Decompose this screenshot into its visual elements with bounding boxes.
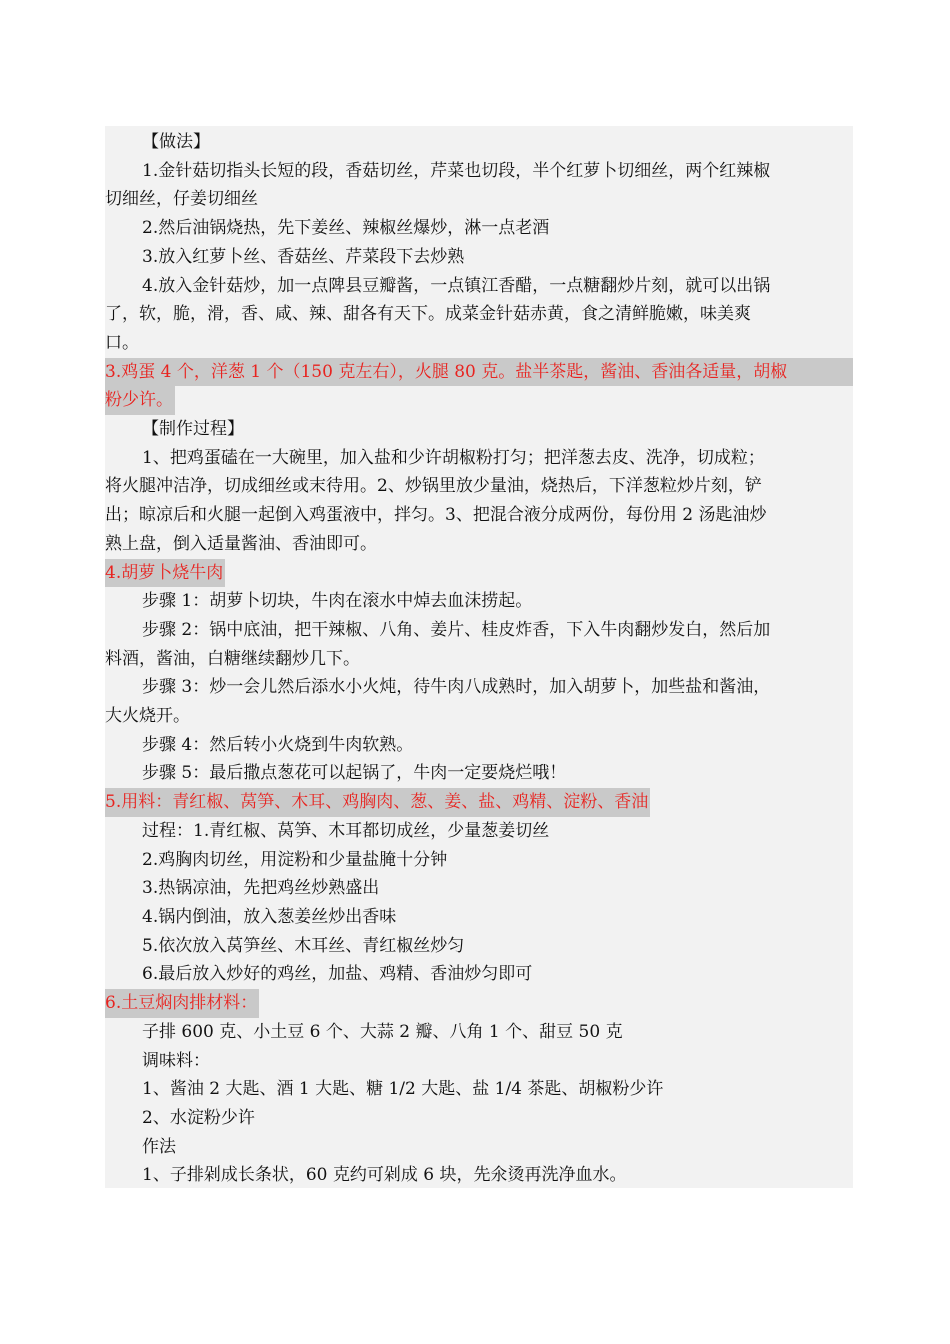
recipe-6-method-1: 1、子排剁成长条状，60 克约可剁成 6 块，先氽烫再洗净血水。: [142, 1165, 627, 1186]
recipe-3-text: 1、把鸡蛋磕在一大碗里，加入盐和少许胡椒粉打匀；把洋葱去皮、洗净，切成粒；: [142, 447, 765, 468]
recipe-3-text-3: 出；晾凉后和火腿一起倒入鸡蛋液中，拌匀。3、把混合液分成两份，每份用 2 汤匙油炒: [105, 505, 767, 526]
recipe-4-title: 4.胡萝卜烧牛肉: [105, 559, 225, 588]
recipe-6-seasoning-heading: 调味料：: [142, 1050, 210, 1071]
recipe-5-step-6: 6.最后放入炒好的鸡丝，加盐、鸡精、香油炒匀即可: [142, 964, 533, 985]
recipe-4-step-5: 步骤 5：最后撒点葱花可以起锅了，牛肉一定要烧烂哦！: [142, 763, 567, 784]
method-step-2: 2.然后油锅烧热，先下姜丝、辣椒丝爆炒，淋一点老酒: [142, 218, 550, 239]
recipe-6-seasoning-1: 1、酱油 2 大匙、酒 1 大匙、糖 1/2 大匙、盐 1/4 茶匙、胡椒粉少许: [142, 1079, 664, 1100]
recipe-6-seasoning-2: 2、水淀粉少许: [142, 1107, 255, 1128]
recipe-3-title-cont: 粉少许。: [105, 386, 175, 415]
method-heading: 【做法】: [142, 132, 210, 152]
recipe-4-step-4: 步骤 4：然后转小火烧到牛肉软熟。: [142, 734, 414, 755]
recipe-5-step-5: 5.依次放入莴笋丝、木耳丝、青红椒丝炒匀: [142, 935, 465, 956]
method-step-3: 3.放入红萝卜丝、香菇丝、芹菜段下去炒熟: [142, 246, 465, 267]
method-step-4-cont: 了，软，脆，滑，香、咸、辣、甜各有天下。成菜金针菇赤黄，食之清鲜脆嫩，味美爽: [105, 304, 751, 325]
recipe-6-title: 6.土豆焖肉排材料：: [105, 989, 259, 1018]
recipe-5-step-3: 3.热锅凉油，先把鸡丝炒熟盛出: [142, 878, 380, 899]
recipe-3-title: 3.鸡蛋 4 个，洋葱 1 个（150 克左右），火腿 80 克。盐半茶匙，酱油、香油各适量，胡椒: [105, 358, 853, 387]
recipe-4-step-3-cont: 大火烧开。: [105, 706, 190, 727]
recipe-3-process-heading: 【制作过程】: [142, 419, 244, 440]
recipe-5-step-2: 2.鸡胸肉切丝，用淀粉和少量盐腌十分钟: [142, 849, 448, 870]
recipe-5-title: 5.用料：青红椒、莴笋、木耳、鸡胸肉、葱、姜、盐、鸡精、淀粉、香油: [105, 788, 650, 817]
recipe-3-text-4: 熟上盘，倒入适量酱油、香油即可。: [105, 533, 377, 554]
method-step-1-cont: 切细丝，仔姜切细丝: [105, 189, 258, 210]
recipe-4-step-3: 步骤 3：炒一会儿然后添水小火炖，待牛肉八成熟时，加入胡萝卜，加些盐和酱油，: [142, 677, 771, 698]
method-step-1: 1.金针菇切指头长短的段，香菇切丝，芹菜也切段，半个红萝卜切细丝，两个红辣椒: [142, 160, 771, 181]
recipe-4-step-1: 步骤 1：胡萝卜切块，牛肉在滚水中焯去血沫捞起。: [142, 591, 533, 612]
recipe-6-method-heading: 作法: [142, 1136, 176, 1157]
document-body: [105, 126, 853, 1188]
method-step-4-end: 口。: [105, 332, 139, 353]
recipe-5-step-4: 4.锅内倒油，放入葱姜丝炒出香味: [142, 906, 397, 927]
recipe-4-step-2-cont: 料酒，酱油，白糖继续翻炒几下。: [105, 648, 360, 669]
method-step-4: 4.放入金针菇炒，加一点陴县豆瓣酱，一点镇江香醋，一点糖翻炒片刻，就可以出锅: [142, 275, 771, 296]
recipe-4-step-2: 步骤 2：锅中底油，把干辣椒、八角、姜片、桂皮炸香，下入牛肉翻炒发白，然后加: [142, 619, 771, 640]
recipe-3-text-2: 将火腿冲洁净，切成细丝或末待用。2、炒锅里放少量油，烧热后，下洋葱粒炒片刻，铲: [105, 476, 762, 497]
recipe-5-step-1: 过程：1.青红椒、莴笋、木耳都切成丝，少量葱姜切丝: [142, 820, 550, 841]
recipe-6-ingredients: 子排 600 克、小土豆 6 个、大蒜 2 瓣、八角 1 个、甜豆 50 克: [142, 1021, 623, 1042]
